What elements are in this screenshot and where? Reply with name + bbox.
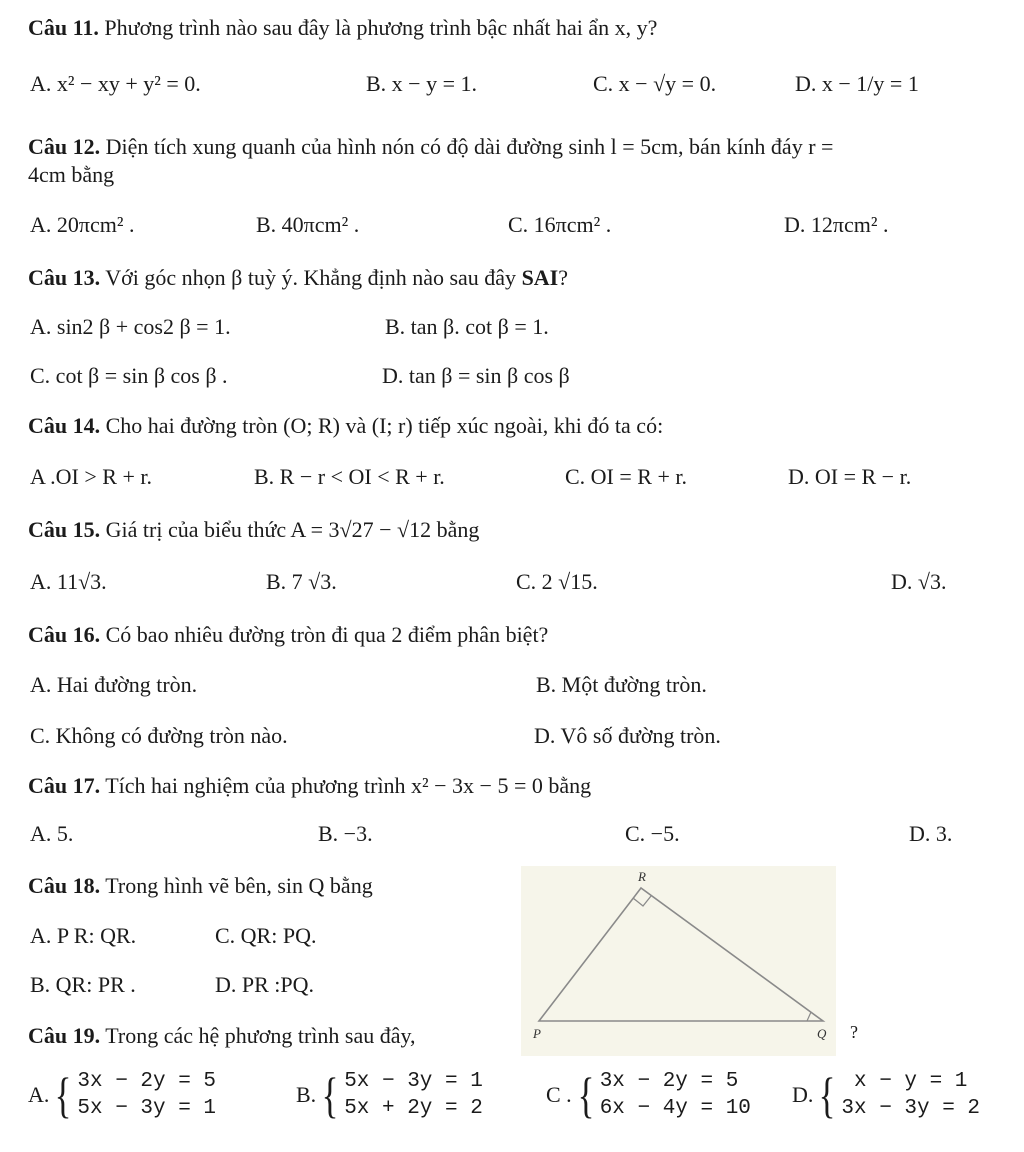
question-label: Câu 17. xyxy=(28,773,101,798)
question-16 xyxy=(28,621,548,649)
q19-option-d xyxy=(792,1068,980,1122)
q12-option-c: C. 16πcm² . xyxy=(508,212,612,237)
question-label: Câu 16. xyxy=(28,622,101,647)
equation-1: 3x − 2y = 5 xyxy=(599,1070,739,1093)
q18-option-c: C. QR: PQ. xyxy=(215,923,317,948)
q11-option-b: B. x − y = 1. xyxy=(366,71,477,96)
q16-option-a: A. Hai đường tròn. xyxy=(30,672,198,697)
question-stem: Giá trị của biểu thức A = 3√27 − √12 bằng xyxy=(105,517,480,542)
q19-option-a xyxy=(28,1068,216,1122)
question-15 xyxy=(28,516,479,544)
stray-mark: ? xyxy=(850,1022,858,1042)
vertex-label-r: R xyxy=(638,869,646,884)
question-stem: Tích hai nghiệm của phương trình x² − 3x − 5 = 0 bằng xyxy=(105,773,592,798)
option-label: C . xyxy=(546,1082,572,1107)
option-label: A. xyxy=(28,1082,50,1107)
q16-option-d: D. Vô số đường tròn. xyxy=(534,723,721,748)
q16-option-b: B. Một đường tròn. xyxy=(536,672,707,697)
question-label: Câu 19. xyxy=(28,1023,101,1048)
question-end: ? xyxy=(558,265,569,290)
q14-option-c: C. OI = R + r. xyxy=(565,464,687,489)
question-stem: Diện tích xung quanh của hình nón có độ dài đường sinh l = 5cm, bán kính đáy r = xyxy=(105,134,834,159)
q11-option-a: A. x² − xy + y² = 0. xyxy=(30,71,201,96)
equation-2: 5x + 2y = 2 xyxy=(344,1097,483,1120)
q18-option-b: B. QR: PR . xyxy=(30,972,136,997)
question-18 xyxy=(28,872,373,900)
q19-option-b xyxy=(296,1068,483,1122)
q15-option-d: D. √3. xyxy=(891,569,947,594)
q19-option-c xyxy=(546,1068,751,1122)
question-emphasis: SAI xyxy=(521,265,559,290)
q14-option-a: A .OI > R + r. xyxy=(30,464,152,489)
q15-option-b: B. 7 √3. xyxy=(266,569,337,594)
question-stem: Cho hai đường tròn (O; R) và (I; r) tiếp xúc ngoài, khi đó ta có: xyxy=(105,413,664,438)
q13-option-d: D. tan β = sin β cos β xyxy=(382,363,570,388)
q13-option-a: A. sin2 β + cos2 β = 1. xyxy=(30,314,231,339)
vertex-label-p: P xyxy=(533,1026,541,1041)
q15-option-a: A. 11√3. xyxy=(30,569,107,594)
q15-option-c: C. 2 √15. xyxy=(516,569,598,594)
q11-option-d: D. x − 1/y = 1 xyxy=(795,71,919,96)
question-14 xyxy=(28,412,663,440)
vertex-label-q: Q xyxy=(817,1026,827,1041)
equation-1: 3x − 2y = 5 xyxy=(77,1070,217,1093)
option-label: B. xyxy=(296,1082,317,1107)
question-19 xyxy=(28,1022,416,1050)
question-stem: Phương trình nào sau đây là phương trình bậc nhất hai ẩn x, y? xyxy=(104,15,658,40)
q14-option-b: B. R − r < OI < R + r. xyxy=(254,464,445,489)
equation-2: 5x − 3y = 1 xyxy=(77,1097,217,1120)
equation-1: x − y = 1 xyxy=(841,1070,968,1093)
question-12 xyxy=(28,133,833,161)
question-stem: Với góc nhọn β tuỳ ý. Khẳng định nào sau đây xyxy=(105,265,517,290)
right-triangle-diagram xyxy=(521,866,836,1056)
question-label: Câu 11. xyxy=(28,15,99,40)
q12-option-b: B. 40πcm² . xyxy=(256,212,360,237)
question-stem: Trong hình vẽ bên, sin Q bằng xyxy=(105,873,373,898)
q12-stem-line2: 4cm bằng xyxy=(28,162,115,187)
angle-q-mark xyxy=(807,1012,811,1021)
brace-icon: { xyxy=(818,1067,836,1123)
q18-option-d: D. PR :PQ. xyxy=(215,972,315,997)
brace-icon: { xyxy=(54,1067,72,1123)
right-angle-mark xyxy=(633,896,651,906)
q12-option-d: D. 12πcm² . xyxy=(784,212,889,237)
q17-option-d: D. 3. xyxy=(909,821,953,846)
q17-option-b: B. −3. xyxy=(318,821,373,846)
q18-option-a: A. P R: QR. xyxy=(30,923,137,948)
triangle-pqr xyxy=(539,888,823,1021)
q13-option-c: C. cot β = sin β cos β . xyxy=(30,363,228,388)
question-label: Câu 13. xyxy=(28,265,101,290)
q13-option-b: B. tan β. cot β = 1. xyxy=(385,314,549,339)
question-stem: Có bao nhiêu đường tròn đi qua 2 điểm phân biệt? xyxy=(105,622,549,647)
q16-option-c: C. Không có đường tròn nào. xyxy=(30,723,288,748)
question-11 xyxy=(28,14,657,42)
brace-icon: { xyxy=(577,1067,595,1123)
equation-1: 5x − 3y = 1 xyxy=(344,1070,483,1093)
brace-icon: { xyxy=(321,1067,339,1123)
question-label: Câu 12. xyxy=(28,134,101,159)
option-label: D. xyxy=(792,1082,814,1107)
question-label: Câu 15. xyxy=(28,517,101,542)
question-13 xyxy=(28,264,568,292)
equation-2: 6x − 4y = 10 xyxy=(599,1097,751,1120)
q14-option-d: D. OI = R − r. xyxy=(788,464,912,489)
question-label: Câu 18. xyxy=(28,873,101,898)
q12-option-a: A. 20πcm² . xyxy=(30,212,135,237)
q17-option-c: C. −5. xyxy=(625,821,680,846)
question-stem: Trong các hệ phương trình sau đây, xyxy=(105,1023,416,1048)
q11-option-c: C. x − √y = 0. xyxy=(593,71,717,96)
equation-2: 3x − 3y = 2 xyxy=(841,1097,981,1120)
question-label: Câu 14. xyxy=(28,413,101,438)
triangle-figure xyxy=(521,866,836,1056)
q17-option-a: A. 5. xyxy=(30,821,74,846)
question-17 xyxy=(28,772,591,800)
